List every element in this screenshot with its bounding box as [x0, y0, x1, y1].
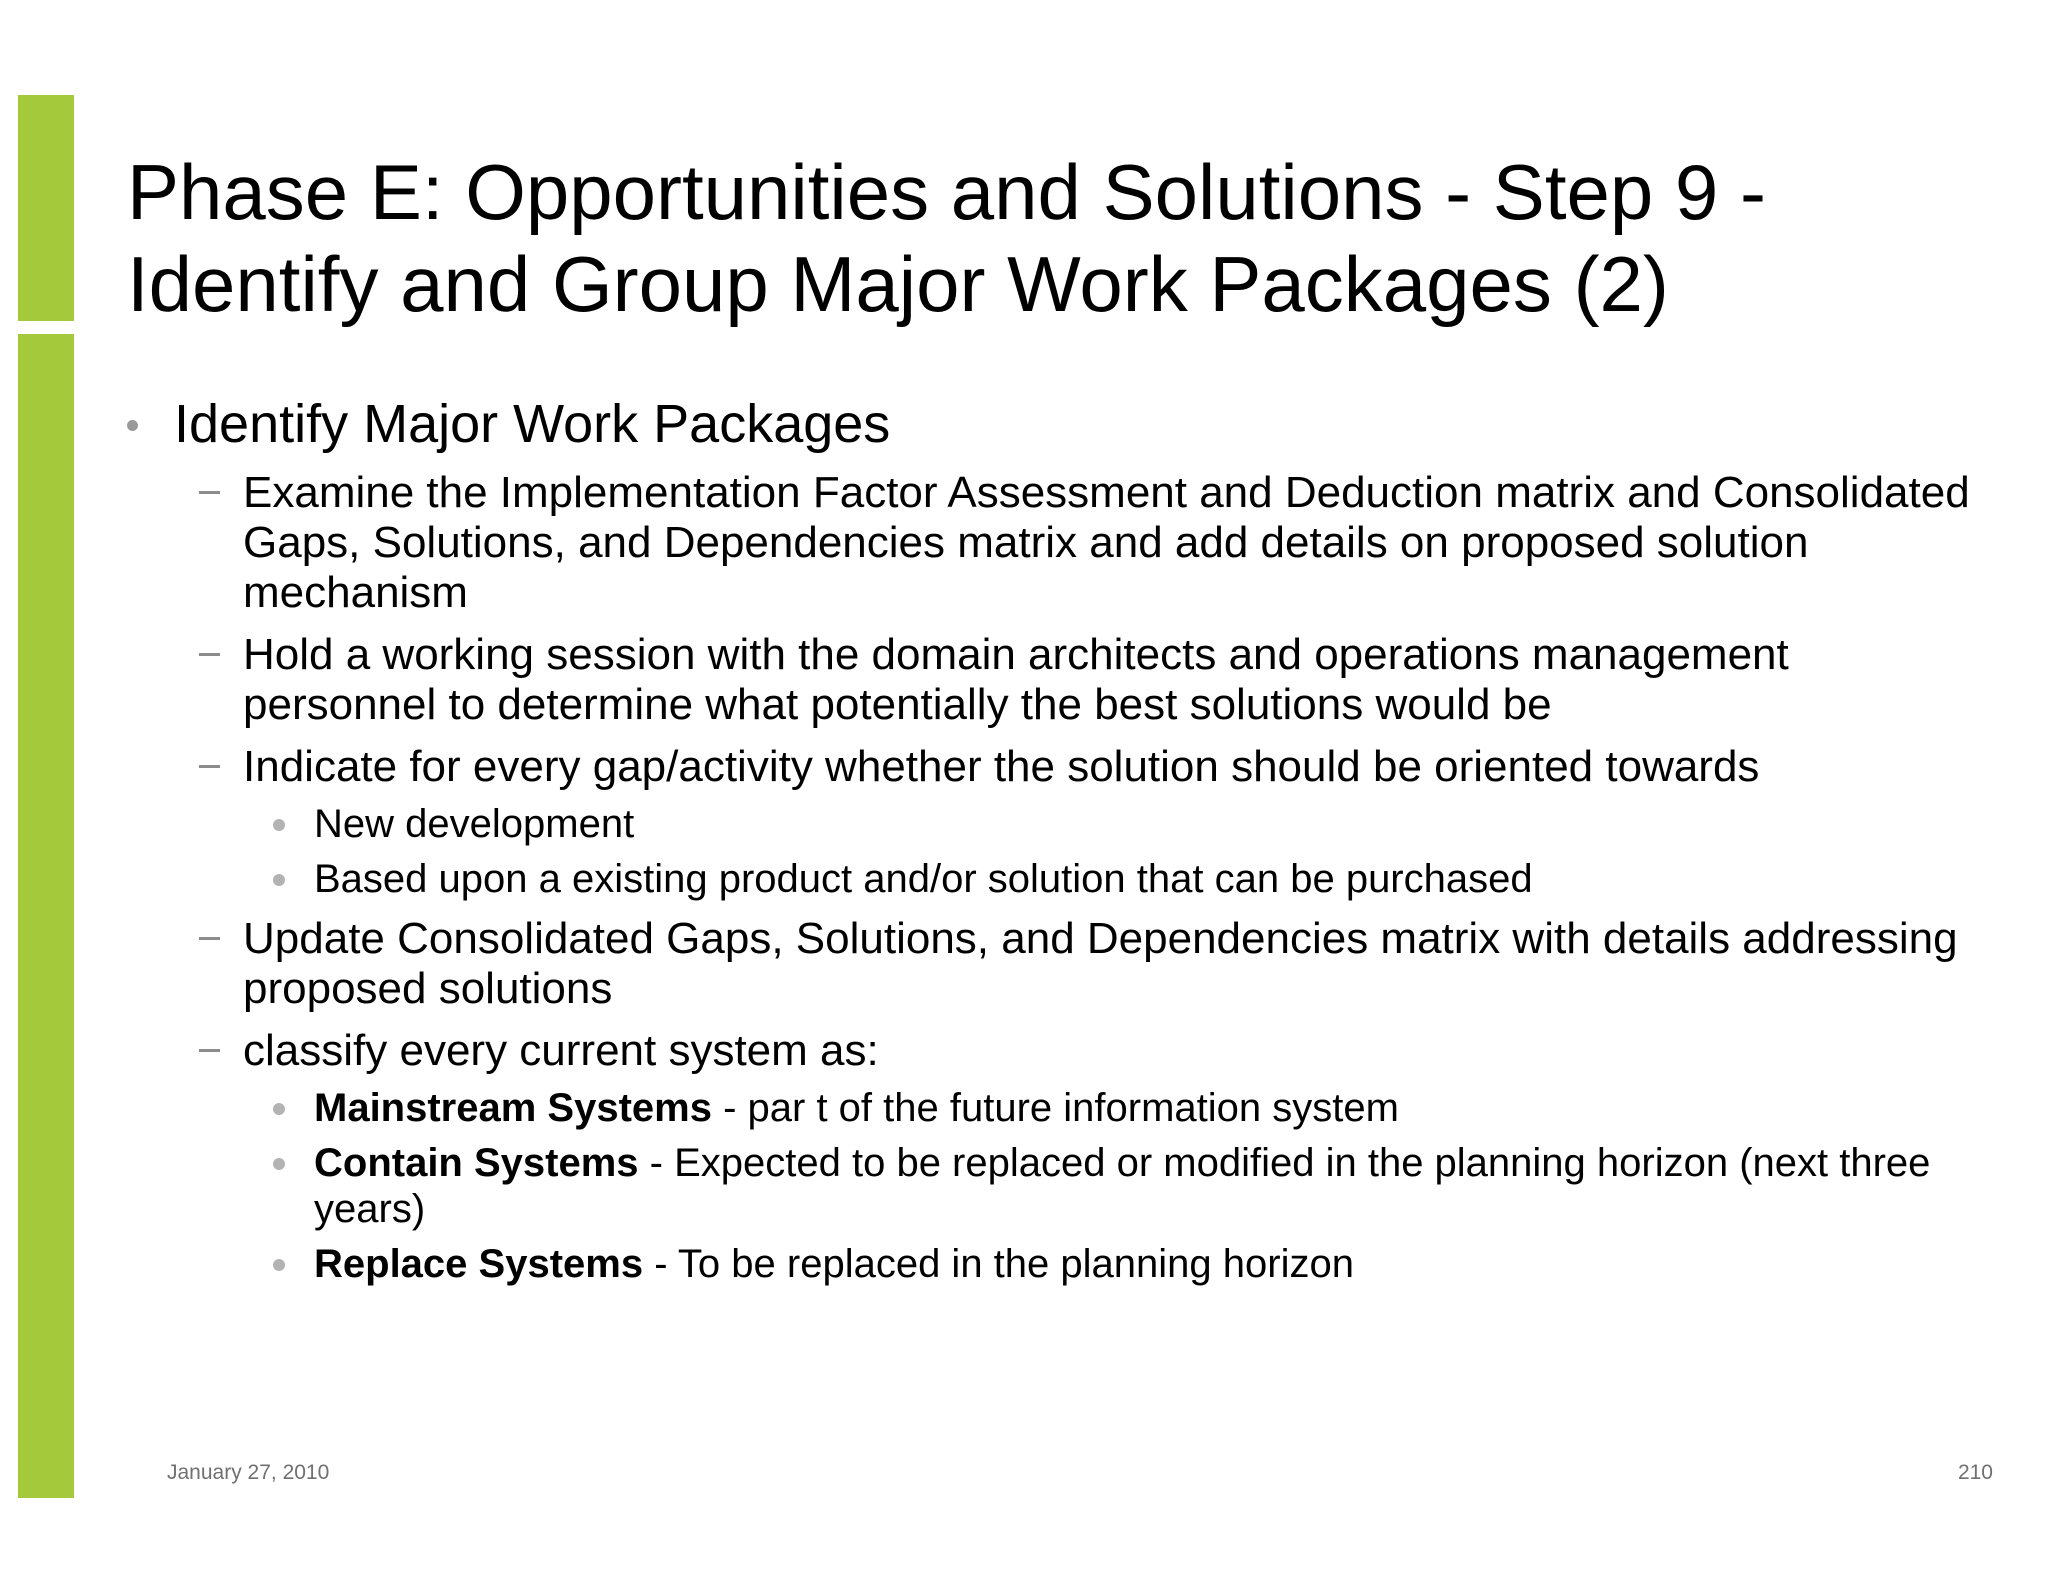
bullet-dot-icon: [273, 819, 285, 831]
page-number: 210: [1957, 1461, 1993, 1484]
list-item: [127, 742, 1987, 792]
dash-icon: [199, 937, 220, 940]
sub-list-item: [127, 801, 1987, 847]
list-item: [127, 914, 1987, 1014]
slide-title: [127, 146, 1977, 330]
title-line-2: Identify and Group Major Work Packages (2): [127, 240, 1669, 328]
bullet-dot-icon: [273, 1259, 285, 1271]
dash-icon: [199, 765, 220, 768]
sub-item-text: New development: [314, 802, 635, 846]
classification-item: [127, 1140, 1987, 1232]
classification-item: [127, 1085, 1987, 1131]
slide-body: [127, 392, 1987, 1287]
item-text: classify every current system as:: [243, 1026, 879, 1075]
dash-icon: [199, 491, 220, 494]
dash-icon: [199, 653, 220, 656]
classification-desc: - Expected to be replaced or modified in the planning horizon (next three years): [314, 1141, 1931, 1231]
bullet-dot-icon: [273, 1158, 285, 1170]
list-item: [127, 1026, 1987, 1076]
classification-desc: - To be replaced in the planning horizon: [643, 1242, 1354, 1286]
sub-list-item: [127, 856, 1987, 902]
item-text: Hold a working session with the domain architects and operations management personnel to determine what potentially the best solutions would be: [243, 630, 1789, 729]
footer-date: January 27, 2010: [167, 1461, 330, 1484]
bullet-dot-icon: [273, 874, 285, 886]
list-item: [127, 630, 1987, 730]
dash-icon: [199, 1049, 220, 1052]
classification-term: Replace Systems: [314, 1242, 644, 1286]
title-line-1: Phase E: Opportunities and Solutions - Step 9 -: [127, 148, 1766, 236]
item-text: Examine the Implementation Factor Assessment and Deduction matrix and Consolidated Gaps, Solutions, and Dependencies matrix and add details on proposed solution mechanism: [243, 468, 1970, 617]
sub-item-text: Based upon a existing product and/or solution that can be purchased: [314, 857, 1533, 901]
bullet-dot-icon: [273, 1103, 285, 1115]
bullet-dot-icon: [127, 420, 138, 431]
list-item: [127, 468, 1987, 618]
classification-desc: - par t of the future information system: [711, 1086, 1399, 1130]
accent-bar-top: [18, 95, 74, 321]
classification-term: Mainstream Systems: [314, 1086, 712, 1130]
item-text: Update Consolidated Gaps, Solutions, and Dependencies matrix with details addressing proposed solutions: [243, 914, 1958, 1013]
classification-item: [127, 1241, 1987, 1287]
accent-bar-bottom: [18, 334, 74, 1498]
bullet-heading: [127, 392, 1987, 456]
item-text: Indicate for every gap/activity whether the solution should be oriented towards: [243, 742, 1760, 791]
classification-term: Contain Systems: [314, 1141, 639, 1185]
heading-text: Identify Major Work Packages: [174, 394, 891, 454]
